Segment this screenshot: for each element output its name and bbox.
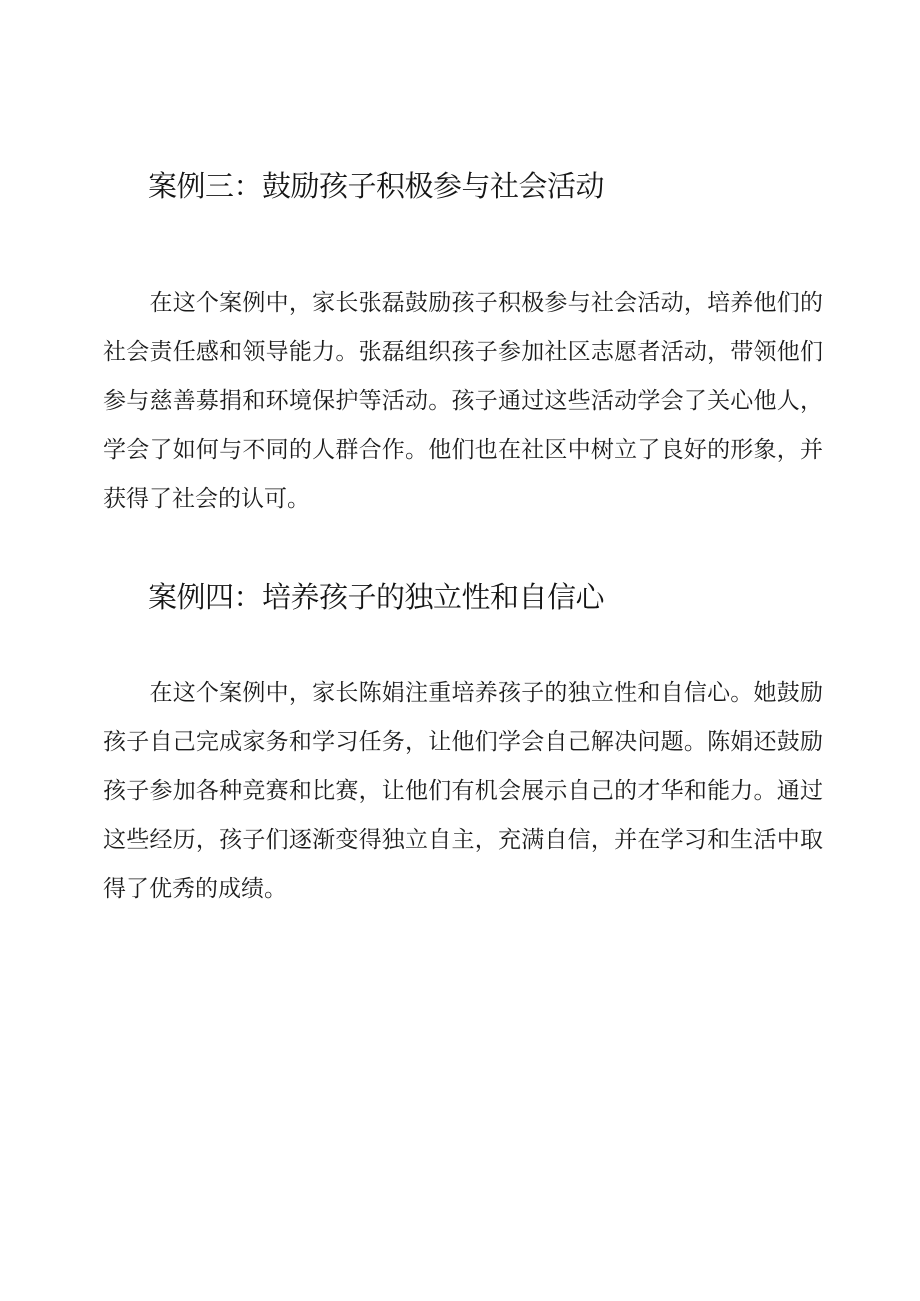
- body-line: 在这个案例中，家长张磊鼓励孩子积极参与社会活动，培养他们的: [103, 290, 823, 316]
- body-line: 这些经历，孩子们逐渐变得独立自主，充满自信，并在学习和生活中取: [103, 827, 823, 853]
- body-line: 获得了社会的认可。: [103, 486, 310, 512]
- body-line: 学会了如何与不同的人群合作。他们也在社区中树立了良好的形象，并: [103, 437, 823, 463]
- body-line: 孩子参加各种竞赛和比赛，让他们有机会展示自己的才华和能力。通过: [103, 778, 823, 804]
- body-line: 社会责任感和领导能力。张磊组织孩子参加社区志愿者活动，带领他们: [103, 339, 823, 365]
- section-heading-case-three: 案例三：鼓励孩子积极参与社会活动: [148, 169, 605, 203]
- section-heading-case-four: 案例四：培养孩子的独立性和自信心: [148, 580, 605, 614]
- body-line: 得了优秀的成绩。: [103, 876, 287, 902]
- body-line: 在这个案例中，家长陈娟注重培养孩子的独立性和自信心。她鼓励: [103, 680, 823, 706]
- body-line: 参与慈善募捐和环境保护等活动。孩子通过这些活动学会了关心他人，: [103, 388, 823, 414]
- section-body-case-four: [103, 669, 823, 914]
- body-line: 孩子自己完成家务和学习任务，让他们学会自己解决问题。陈娟还鼓励: [103, 729, 823, 755]
- section-body-case-three: [103, 279, 823, 524]
